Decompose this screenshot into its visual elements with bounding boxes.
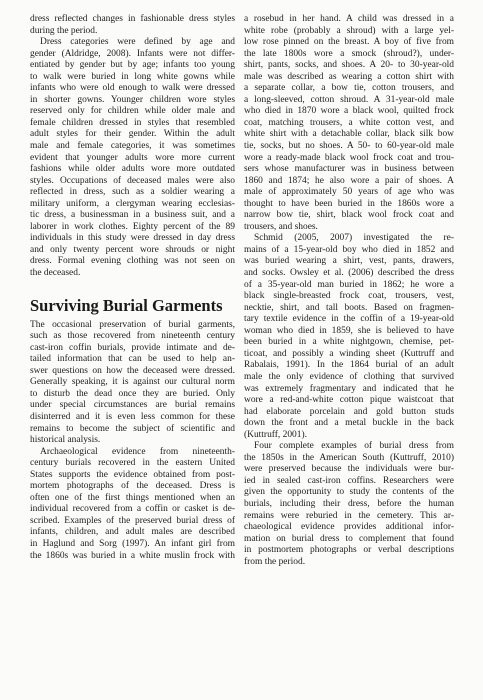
text-line: thought to have been buried in the 1860s wore a [244, 198, 454, 209]
text-line: adult styles for their gender. Within the adult [30, 129, 235, 140]
text-line: swer questions on how the deceased were dressed. [30, 365, 235, 376]
text-line: dress reflected changes in fashionable dress styles [30, 14, 235, 24]
text-line: white robe (probably a shroud) with a large yel- [244, 25, 454, 36]
text-line: remains were reburied in the cemetery. This ar- [244, 510, 454, 521]
text-line: from the period. [244, 556, 306, 567]
text-line: tic dress, a businessman in a business suit, and a [30, 210, 235, 221]
text-line: coat, matching trousers, a white cotton vest, and [244, 117, 454, 128]
text-line: trousers, and shoes. [244, 221, 318, 232]
text-line: during the period. [30, 25, 98, 36]
text-line: a rosebud in her hand. A child was dressed in a [244, 14, 454, 24]
text-line: disinterred and it is even less common for these [30, 411, 235, 422]
text-line: tie, socks, but no shoes. A 50- to 60-year-old male [244, 141, 454, 152]
text-line: the 1850s in the American South (Kuttruff, 2010) [244, 452, 454, 463]
text-line: Four complete examples of burial dress from [254, 441, 454, 452]
text-line: burials, including their dress, before the human [244, 498, 454, 509]
text-line: individuals in this study were dressed in day dress [30, 233, 235, 244]
text-line: in postmortem photographs or verbal descriptions [244, 545, 454, 556]
text-line: the late 1800s wore a smock (shroud?), under- [244, 48, 454, 59]
section-heading: Surviving Burial Garments [30, 295, 223, 315]
text-line: mation on burial dress to complement that found [244, 533, 454, 544]
left-column [30, 14, 235, 562]
text-line: were preserved because the individuals were bur- [244, 464, 454, 475]
text-line: gender (Aldridge, 2008). Infants were not differ- [30, 48, 235, 59]
text-line: scribed. Examples of the preserved burial dress of [30, 515, 235, 526]
paragraph-complete-examples [244, 441, 454, 568]
text-line: a long-sleeved, cotton shroud. A 31-year-old male [244, 94, 454, 105]
paragraph-schmid [244, 233, 454, 441]
text-line: male the only evidence of clothing that survived [244, 371, 454, 382]
paragraph-burial-examples [244, 14, 454, 233]
text-line: mains of a 15-year-old boy who died in 1852 and [244, 244, 454, 255]
text-line: such as those recovered from nineteenth century [30, 331, 235, 342]
text-line: male of approximately 50 years of age who was [244, 187, 454, 198]
text-line: Schmid (2005, 2007) investigated the re- [254, 233, 454, 244]
text-line: and only twenty percent wore shrouds or night [30, 244, 235, 255]
text-line: was buried wearing a shirt, vest, pants, drawers, [244, 256, 454, 267]
text-line: historical analysis. [30, 435, 101, 446]
text-line: necktie, shirt, and tall boots. Based on fragmen- [244, 302, 454, 313]
text-line: The occasional preservation of burial garments, [30, 319, 235, 330]
text-line: in shorter gowns. Younger children wore styles [30, 94, 235, 105]
text-line: evident that younger adults wore more current [30, 152, 235, 163]
text-line: reserved only for children while older male and [30, 106, 235, 117]
text-line: male and female categories, it was sometimes [30, 141, 235, 152]
text-line: (Kuttruff, 2001). [244, 429, 307, 440]
paragraph-preservation [30, 320, 235, 447]
text-line: shirt, pants, socks, and shoes. A 20- to 30-year-old [244, 60, 454, 71]
text-line: Archaeological evidence from nineteenth- [40, 446, 235, 457]
text-line: down the front and a metal buckle in the back [244, 418, 454, 429]
text-line: black single-breasted frock coat, trousers, vest, [244, 291, 454, 302]
text-line: of a 35-year-old man buried in 1862; he wore a [244, 279, 454, 290]
text-line: narrow bow tie, shirt, black wool frock coat and [244, 210, 454, 221]
text-line: dress. Formal evening clothing was not seen on [30, 256, 235, 267]
text-line: the 1860s was buried in a white muslin frock with [30, 550, 235, 561]
text-line: a separate collar, a bow tie, cotton trousers, and [244, 83, 454, 94]
text-line: ticoat, and possibly a winding sheet (Kuttruff and [244, 348, 454, 359]
text-line: tary textile evidence in the coffin of a 19-year-old [244, 314, 454, 325]
text-line: Rabalais, 1991). In the 1864 burial of an adult [244, 360, 454, 371]
text-line: States supports the evidence obtained from post- [30, 469, 235, 480]
text-line: fashions while older adults wore more outdated [30, 164, 235, 175]
text-line: chaeological evidence provides additional infor- [244, 522, 454, 533]
text-line: entiated by gender but by age; infants too young [30, 60, 235, 71]
text-line: had elaborate porcelain and gold button studs [244, 406, 454, 417]
text-line: white shirt with a detachable collar, black silk bow [244, 129, 454, 140]
text-line: tailed information that can be used to help an- [30, 354, 235, 365]
text-line: given the opportunity to study the contents of the [244, 487, 454, 498]
text-line: infants, children, and adult males are described [30, 527, 235, 538]
section-spacer [30, 280, 235, 297]
paragraph-dress-fashion [30, 14, 235, 37]
text-line: been buried in a white nightgown, chemise, pet- [244, 337, 454, 348]
text-line: infants who were old enough to walk were dressed [30, 83, 235, 94]
text-line: Dress categories were defined by age and [40, 37, 235, 48]
paragraph-dress-categories [30, 37, 235, 279]
text-line: wore a ready-made black wool frock coat and trou- [244, 152, 454, 163]
text-line: styles. Occupations of deceased males were also [30, 175, 235, 186]
text-line: cast-iron coffin burials, provide intimate and de- [30, 342, 235, 353]
text-line: ied in sealed cast-iron coffins. Researchers were [244, 475, 454, 486]
text-line: who died in 1870 wore a black wool, quilted frock [244, 106, 454, 117]
text-line: often one of the first things mentioned when an [30, 492, 235, 503]
text-line: remains to become the subject of scientific and [30, 423, 235, 434]
text-line: to walk were buried in long white gowns while [30, 71, 235, 82]
text-line: military uniform, a clergyman wearing ecclesias- [30, 198, 235, 209]
text-line: laborer in work clothes. Eighty percent of the 89 [30, 221, 235, 232]
text-line: the deceased. [30, 268, 81, 279]
paragraph-archaeological-evidence [30, 447, 235, 562]
text-line: and socks. Owsley et al. (2006) described the dress [244, 268, 454, 279]
text-line: sers whose manufacturer was in business between [244, 164, 454, 175]
text-line: under special circumstances are burial remains [30, 400, 235, 411]
text-line: mortem photographs of the deceased. Dress is [30, 481, 235, 492]
text-line: wore a red-and-white cotton pique waistcoat that [244, 395, 454, 406]
text-line: Generally speaking, it is against our cultural norm [30, 377, 235, 388]
text-line: individual recovered from a coffin or casket is de- [30, 504, 235, 515]
text-line: century burials recovered in the eastern United [30, 458, 235, 469]
right-column [244, 14, 454, 568]
text-line: 1860 and 1874; he also wore a pair of shoes. A [244, 175, 454, 186]
text-line: in Haglund and Sorg (1997). An infant girl from [30, 538, 235, 549]
text-line: woman who died in 1859, she is believed to have [244, 325, 454, 336]
text-line: was extremely fragmentary and indicated that he [244, 383, 454, 394]
text-line: to disturb the dead once they are buried. Only [30, 388, 235, 399]
text-line: male was described as wearing a cotton shirt with [244, 71, 454, 82]
text-line: reflected in dress, such as a soldier wearing a [30, 187, 235, 198]
text-line: low rose pinned on the breast. A boy of five from [244, 37, 454, 48]
text-line: female children dressed in styles that resembled [30, 117, 235, 128]
